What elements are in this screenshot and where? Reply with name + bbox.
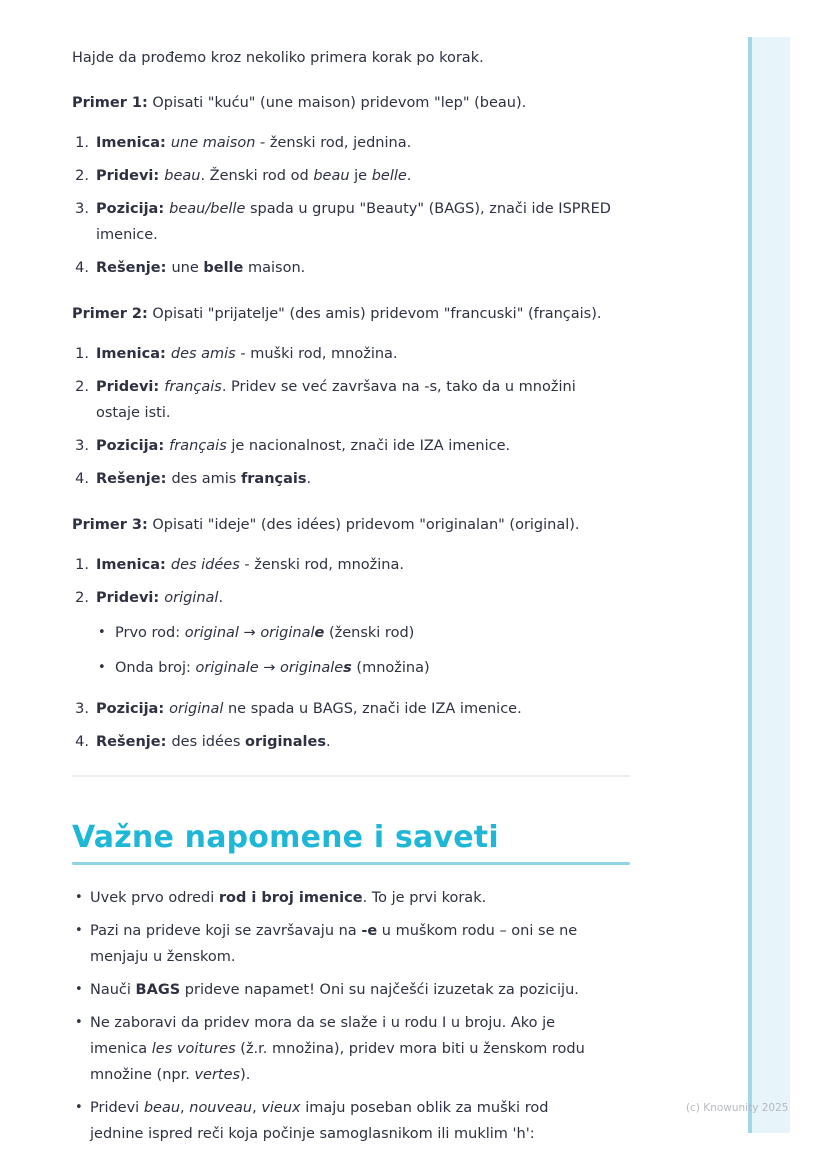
sub-bullet-text: Prvo rod: original → originale (ženski rod) <box>115 625 415 641</box>
step-row <box>72 585 630 611</box>
sub-bullet-text: Onda broj: originale → originales (množina) <box>115 660 430 676</box>
document-content <box>72 45 630 1154</box>
right-edge-bar <box>748 37 790 1133</box>
step-text: Pridevi: beau. Ženski rod od beau je belle. <box>96 168 412 184</box>
example-step <box>72 696 630 722</box>
note-item <box>72 885 630 911</box>
sub-bullet <box>98 620 630 646</box>
example-2-steps <box>72 341 630 492</box>
example-2 <box>72 301 630 492</box>
step-text: Imenica: des idées - ženski rod, množina. <box>96 557 404 573</box>
step-text: Imenica: des amis - muški rod, množina. <box>96 346 398 362</box>
step-text: Pridevi: français. Pridev se već završava na -s, tako da u množini ostaje isti. <box>96 379 576 421</box>
section-divider <box>72 775 630 777</box>
example-3-label: Primer 3: <box>72 517 148 533</box>
step-text: Pozicija: beau/belle spada u grupu "Beauty" (BAGS), znači ide ISPRED imenice. <box>96 201 611 243</box>
example-1 <box>72 90 630 281</box>
section-heading: Važne napomene i saveti <box>72 820 499 855</box>
step-text: Rešenje: des amis français. <box>96 471 312 487</box>
example-1-label: Primer 1: <box>72 95 148 111</box>
example-2-title <box>72 301 630 327</box>
example-step <box>72 341 630 367</box>
example-2-label: Primer 2: <box>72 306 148 322</box>
step-number: 3. <box>75 701 89 717</box>
step-text: Pozicija: original ne spada u BAGS, znači ide IZA imenice. <box>96 701 522 717</box>
note-text: Uvek prvo odredi rod i broj imenice. To je prvi korak. <box>90 890 487 906</box>
example-3-steps <box>72 552 630 755</box>
example-step <box>72 255 630 281</box>
intro-paragraph: Hajde da prođemo kroz nekoliko primera korak po korak. <box>72 50 484 66</box>
note-item <box>72 1095 630 1147</box>
note-item <box>72 918 630 970</box>
note-item <box>72 1010 630 1088</box>
heading-underline <box>72 862 630 865</box>
example-1-title-text: Opisati "kuću" (une maison) pridevom "lep" (beau). <box>147 95 527 111</box>
note-text: Pazi na prideve koji se završavaju na -e u muškom rodu – oni se ne menjaju u ženskom. <box>90 923 578 965</box>
example-3-title <box>72 512 630 538</box>
note-item <box>72 977 630 1003</box>
example-3 <box>72 512 630 755</box>
step-number: 2. <box>75 590 89 606</box>
step-number: 4. <box>75 471 89 487</box>
example-step <box>72 374 630 426</box>
step-number: 3. <box>75 201 89 217</box>
example-step <box>72 729 630 755</box>
step-number: 2. <box>75 379 89 395</box>
example-step <box>72 196 630 248</box>
example-step <box>72 163 630 189</box>
step-number: 1. <box>75 346 89 362</box>
example-step <box>72 130 630 156</box>
step-number: 2. <box>75 168 89 184</box>
note-text: Ne zaboravi da pridev mora da se slaže i u rodu I u broju. Ako je imenica les voitures (ž.r. množina), pridev mora biti u ženskom rodu množine (npr. vertes). <box>90 1015 585 1083</box>
bullet-dot: • <box>98 625 106 640</box>
step-text: Pridevi: original. <box>96 590 224 606</box>
notes-list <box>72 885 630 1147</box>
step-number: 1. <box>75 557 89 573</box>
step-number: 4. <box>75 260 89 276</box>
example-step <box>72 466 630 492</box>
bullet-dot: • <box>98 660 106 675</box>
example-2-title-text: Opisati "prijatelje" (des amis) pridevom "francuski" (français). <box>147 306 602 322</box>
example-step <box>72 433 630 459</box>
step-number: 3. <box>75 438 89 454</box>
example-1-title <box>72 90 630 116</box>
note-text: Pridevi beau, nouveau, vieux imaju poseban oblik za muški rod jednine ispred reči koja počinje samoglasnikom ili muklim 'h': <box>90 1100 549 1142</box>
example-1-steps <box>72 130 630 281</box>
example-3-title-text: Opisati "ideje" (des idées) pridevom "originalan" (original). <box>147 517 580 533</box>
step-text: Rešenje: des idées originales. <box>96 734 331 750</box>
step-number: 1. <box>75 135 89 151</box>
step-number: 4. <box>75 734 89 750</box>
example-step <box>72 552 630 578</box>
step-text: Rešenje: une belle maison. <box>96 260 306 276</box>
note-text: Nauči BAGS prideve napamet! Oni su najčešći izuzetak za poziciju. <box>90 982 579 998</box>
step-text: Imenica: une maison - ženski rod, jednina. <box>96 135 412 151</box>
example-step <box>72 585 630 681</box>
knowunity-watermark: (c) Knowunity 2025 <box>686 1102 789 1114</box>
step-text: Pozicija: français je nacionalnost, znači ide IZA imenice. <box>96 438 511 454</box>
sub-bullet <box>98 655 630 681</box>
